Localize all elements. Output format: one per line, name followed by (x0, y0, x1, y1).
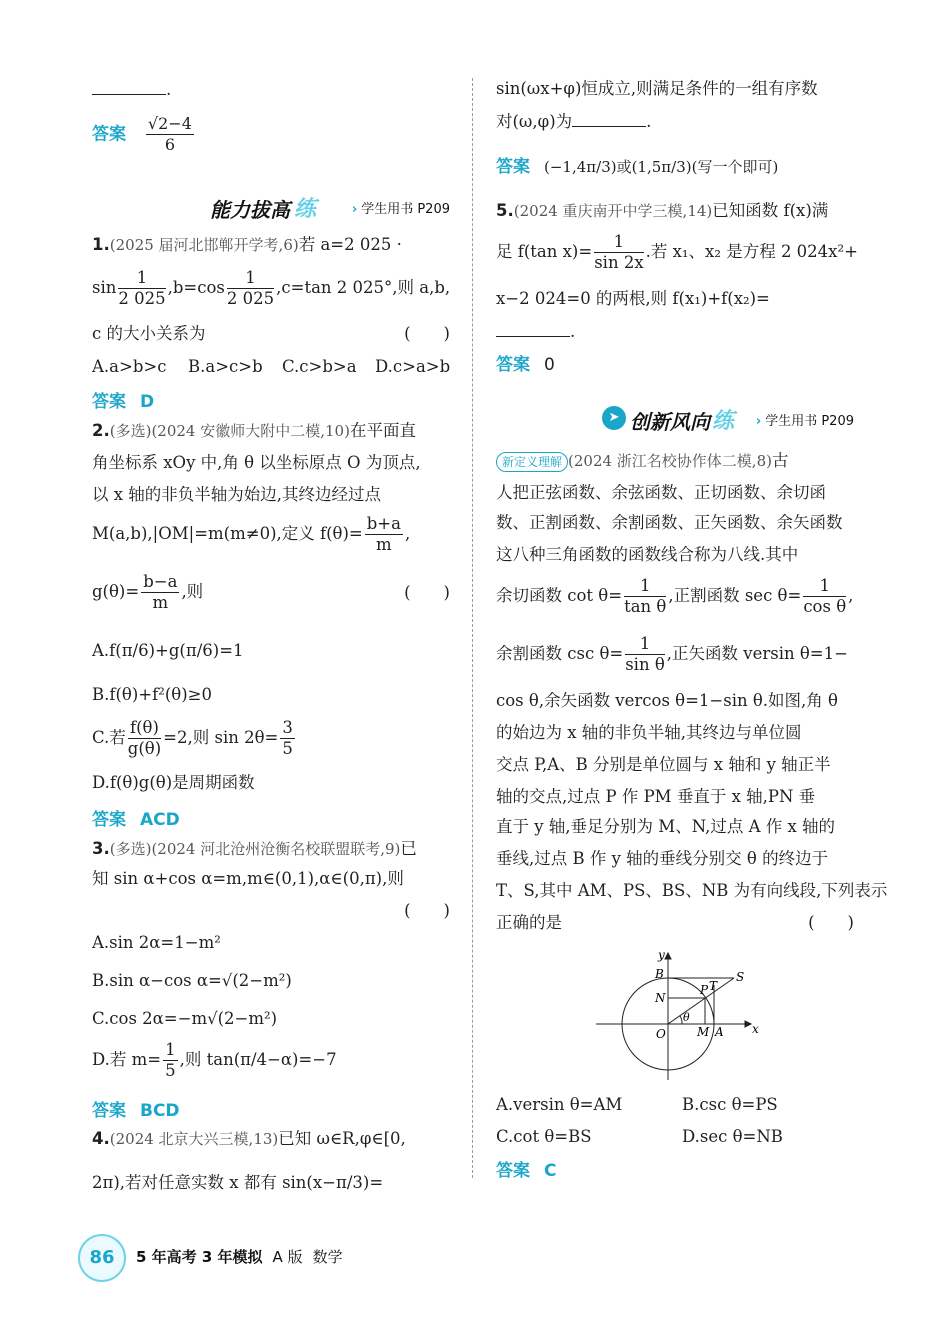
q2-optC: C.若 $\frac{f(\theta)}{g(\theta)}$ =2,则 sin 2θ= $\frac{3}{5}$ (92, 718, 293, 758)
q4-cont-line2: 对(ω,φ)为 . (496, 112, 652, 131)
q6-line11: 直于 y 轴,垂足分别为 M、N,过点 A 作 x 轴的 (496, 817, 836, 836)
q1-line1: 1.(2025 届河北邯郸开学考,6)若 a=2 025 · (92, 235, 402, 254)
q2-line4: M(a,b),|OM|=m(m≠0),定义 f(θ)= $\frac{b+a}{m}$ , (92, 514, 411, 554)
q6-answer: 答案 C (496, 1161, 557, 1181)
chevron-right-icon: › (755, 414, 762, 429)
q3-optB: B.sin α−cos α=√(2−m²) (92, 971, 292, 990)
section-ref: › 学生用书 P209 (351, 202, 450, 217)
q4-cont-line1: sin(ωx+φ)恒成立,则满足条件的一组有序数 (496, 79, 818, 98)
q1-answer: 答案 D (92, 392, 155, 412)
fig-label-P: P (700, 983, 709, 997)
q6-line14: 正确的是 ( ) (496, 913, 854, 932)
q6-line8: 的始边为 x 轴的非负半轴,其终边与单位圆 (496, 723, 802, 742)
q2-line3: 以 x 轴的非负半轴为始边,其终边经过点 (92, 485, 382, 504)
q3-optA: A.sin 2α=1−m² (92, 933, 221, 952)
q1-line3: c 的大小关系为 ( ) (92, 324, 450, 343)
q1-options: A.a>b>c B.a>c>b C.c>b>a D.c>a>b (92, 357, 451, 376)
tag-badge: 新定义理解 (496, 452, 568, 472)
q6-options-row1: A.versin θ=AM B.csc θ=PS (496, 1095, 778, 1114)
q3-optD: D.若 m= $\frac{1}{5}$ ,则 tan(π/4−α)=−7 (92, 1040, 337, 1080)
fig-label-A: A (715, 1025, 724, 1039)
q5-line4: . (496, 320, 575, 343)
q4-line1: 4.(2024 北京大兴三模,13)已知 ω∈R,φ∈[0, (92, 1129, 406, 1148)
q2-line2: 角坐标系 xOy 中,角 θ 以坐标原点 O 为顶点, (92, 453, 421, 472)
fig-label-O: O (656, 1027, 666, 1041)
q6-line7: cos θ,余矢函数 vercos θ=1−sin θ.如图,角 θ (496, 691, 838, 710)
q6-line5: 余切函数 cot θ= $\frac{1}{\text{tan θ}}$ ,正割函数 sec θ= $\frac{1}{\text{cos θ}}$ , (496, 576, 854, 616)
q5-line2: 足 f(tan x)= $\frac{1}{\sin 2x}$ .若 x₁、x₂ 是方程 2 024x²+ (496, 232, 858, 272)
q3-answer: 答案 BCD (92, 1101, 180, 1121)
q5-answer: 答案 0 (496, 355, 555, 375)
q6-line6: 余割函数 csc θ= $\frac{1}{\text{sin θ}}$ ,正矢函数 versin θ=1− (496, 634, 848, 674)
q4-line2: 2π),若对任意实数 x 都有 sin(x−π/3)= (92, 1173, 384, 1192)
fig-label-theta: θ (683, 1011, 690, 1024)
q6-options-row2: C.cot θ=BS D.sec θ=NB (496, 1127, 783, 1146)
book-title: 5 年高考 3 年模拟 A 版 数学 (136, 1248, 343, 1266)
q6-line3: 数、正割函数、余割函数、正矢函数、余矢函数 (496, 513, 843, 532)
fig-label-N: N (655, 991, 666, 1005)
q1-line2: sin $\frac{1}{2 025}$ ,b=cos $\frac{1}{2 025}$ ,c=tan 2 025°,则 a,b, (92, 268, 451, 308)
section-ref: › 学生用书 P209 (755, 414, 854, 429)
unit-circle-figure (596, 945, 766, 1085)
q6-line13: T、S,其中 AM、PS、BS、NB 为有向线段,下列表示 (496, 881, 888, 900)
q3-optC: C.cos 2α=−m√(2−m²) (92, 1009, 278, 1028)
q6-line1: 新定义理解 (2024 浙江名校协作体二模,8)古 (496, 450, 788, 472)
page-footer (78, 1234, 478, 1278)
fig-label-T: T (709, 979, 718, 993)
fig-label-M: M (697, 1025, 710, 1039)
q3-line2: 知 sin α+cos α=m,m∈(0,1),α∈(0,π),则 (92, 869, 404, 888)
fig-label-y: y (658, 948, 665, 962)
prev-answer: 答案 $\frac{√2-4}{6}$ (92, 114, 192, 154)
column-divider (472, 78, 473, 1178)
q5-line3: x−2 024=0 的两根,则 f(x₁)+f(x₂)= (496, 289, 770, 308)
fig-label-S: S (736, 970, 745, 984)
q5-line1: 5.(2024 重庆南开中学三模,14)已知函数 f(x)满 (496, 201, 829, 220)
chevron-right-icon: › (351, 202, 358, 217)
section-title: 创新风向 (630, 410, 710, 434)
fig-label-B: B (655, 967, 664, 981)
send-icon: ➤ (602, 406, 626, 430)
q2-optA: A.f(π/6)+g(π/6)=1 (92, 641, 244, 660)
q2-optD: D.f(θ)g(θ)是周期函数 (92, 773, 255, 792)
section-innovation (496, 404, 856, 434)
q2-line5: g(θ)= $\frac{b-a}{m}$ ,则 ( ) (92, 572, 450, 612)
q6-line2: 人把正弦函数、余弦函数、正切函数、余切函 (496, 483, 826, 502)
q6-line4: 这八种三角函数的函数线合称为八线.其中 (496, 545, 799, 564)
q3-line1: 3.(多选)(2024 河北沧州沧衡名校联盟联考,9)已 (92, 839, 417, 858)
section-title: 能力拔高 (210, 198, 290, 222)
q2-answer: 答案 ACD (92, 810, 180, 830)
q4-answer: 答案 (−1,4π/3)或(1,5π/3)(写一个即可) (496, 157, 779, 177)
section-lian: 练 (294, 197, 317, 222)
q2-line1: 2.(多选)(2024 安徽师大附中二模,10)在平面直 (92, 421, 416, 440)
fig-label-x: x (752, 1022, 759, 1036)
q6-line10: 轴的交点,过点 P 作 PM 垂直于 x 轴,PN 垂 (496, 787, 816, 806)
page-number: 86 (78, 1234, 126, 1282)
section-ability (92, 192, 452, 222)
section-lian: 练 (712, 409, 735, 434)
q6-line12: 垂线,过点 B 作 y 轴的垂线分别交 θ 的终边于 (496, 849, 829, 868)
q2-optB: B.f(θ)+f²(θ)≥0 (92, 685, 212, 704)
prev-answer-blank: . (92, 78, 171, 101)
q6-line9: 交点 P,A、B 分别是单位圆与 x 轴和 y 轴正半 (496, 755, 831, 774)
